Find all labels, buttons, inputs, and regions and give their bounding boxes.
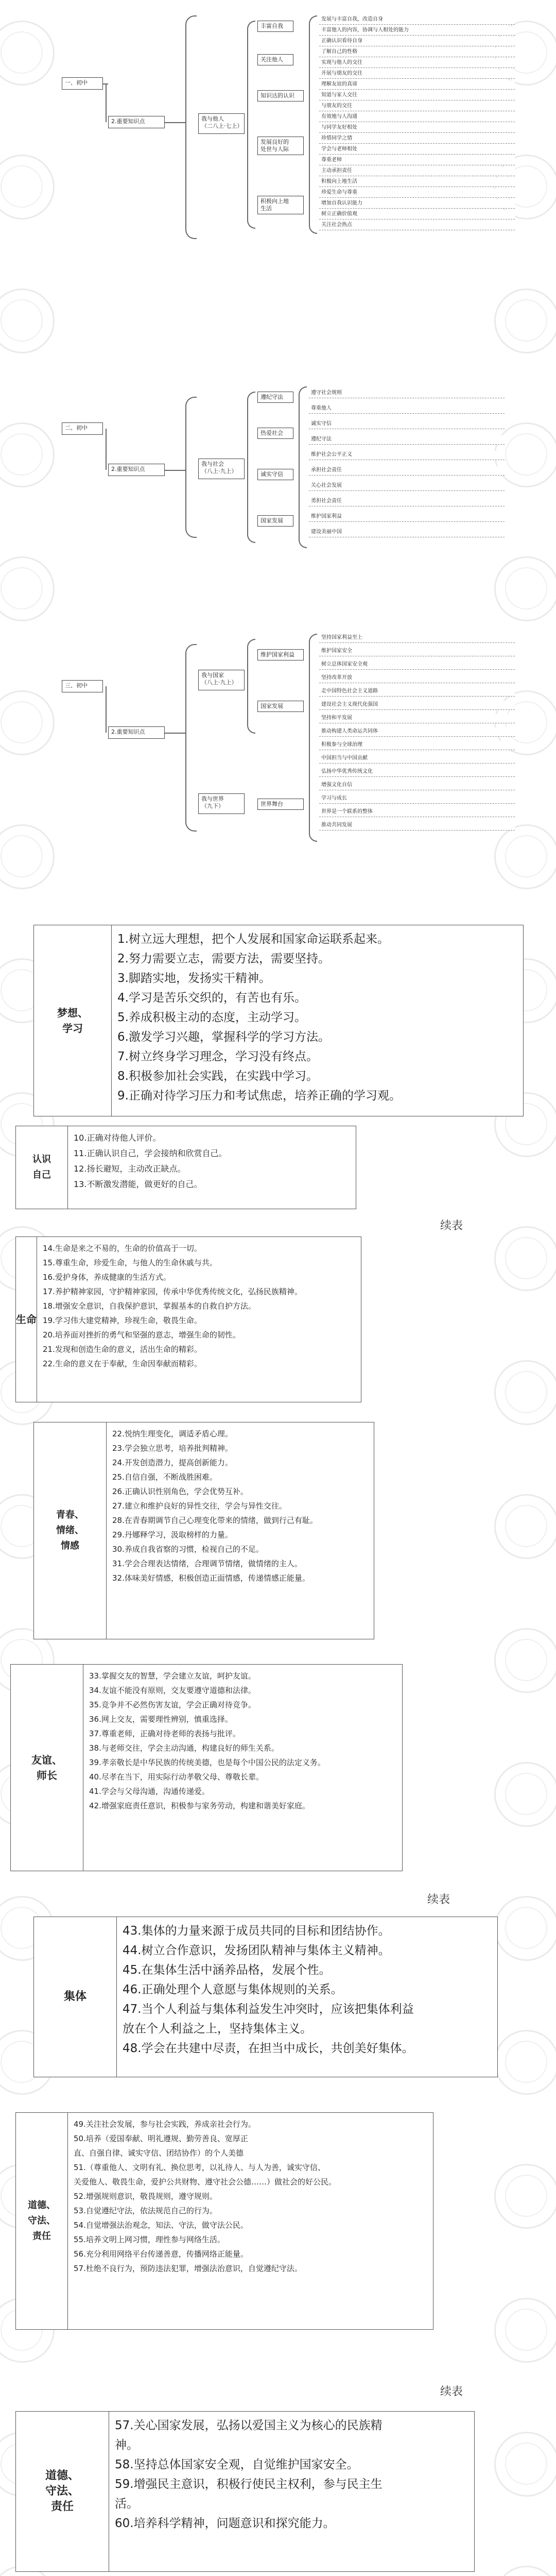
mindmap-3-node-3: 我与世界 （九下） (198, 793, 245, 814)
table-know-self (15, 1126, 356, 1209)
mindmap-1-node-4: 发展良好的 处世与人际 (257, 137, 304, 155)
mindmap-leaf: 遵纪守法 (309, 435, 505, 445)
table-row: 13.不断激发潜能，做更好的自己。 (74, 1179, 202, 1189)
table-row: 43.集体的力量来源于成员共同的目标和团结协作。 (123, 1924, 390, 1938)
watermark-icon (494, 2030, 556, 2095)
table-row: 5.养成积极主动的态度，主动学习。 (117, 1011, 306, 1024)
table-row: 14.生命是来之不易的，生命的价值高于一切。 (43, 1244, 202, 1253)
mindmap-1-node-0: 我与他人 （二八上·七上） (198, 113, 245, 134)
mindmap-leaf: 走中国特色社会主义道路 (319, 687, 515, 697)
mindmap-1-node-2: 关注他人 (257, 54, 293, 65)
mindmap-leaf: 维护国家安全 (319, 647, 515, 656)
table-row: 38.与老师交往，学会主动沟通，构建良好的师生关系。 (89, 1743, 279, 1753)
table-row: 59.增强民主意识，积极行使民主权利，参与民主生 (115, 2478, 383, 2491)
mindmap-leaf: 理解友谊的真谛 (319, 80, 515, 90)
table-row: 56.充分利用网络平台传递善意，传播网络正能量。 (74, 2249, 248, 2259)
table-row: 放在个人利益之上，坚持集体主义。 (123, 2022, 312, 2036)
table-row: 4.学习是苦乐交织的，有苦也有乐。 (117, 991, 306, 1005)
mindmap-leaf: 维护国家利益 (309, 513, 505, 522)
continued-label: 续表 (440, 2385, 463, 2398)
watermark-icon (494, 2566, 556, 2576)
mindmap-leaf: 珍爱生命与尊重 (319, 189, 515, 198)
mindmap-1-hub: 2.重要知识点 (108, 116, 165, 128)
table-row: 27.建立和维护良好的异性交往，学会与异性交往。 (112, 1501, 287, 1511)
table-row: 28.在青春期调节自己心理变化带来的情绪，做到行己有耻。 (112, 1516, 318, 1525)
mindmap-leaf: 学会与老师相处 (319, 145, 515, 155)
table-friendship-teachers (10, 1664, 403, 1871)
table-row: 57.杜绝不良行为，预防违法犯罪，增强法治意识，自觉遵纪守法。 (74, 2264, 302, 2273)
table-row: 37.尊重老师，正确对待老师的表扬与批评。 (89, 1729, 240, 1738)
mindmap-leaf: 关心社会发展 (309, 482, 505, 491)
table-row: 41.学会与父母沟通，沟通传递爱。 (89, 1787, 210, 1796)
table-row: 50.培养（爱国奉献、明礼遵规、勤劳善良、宽厚正 (74, 2134, 248, 2143)
mindmap-leaf: 承担社会责任 (309, 466, 505, 476)
mindmap-leaf: 尊重他人 (309, 404, 505, 414)
table-row: 11.正确认识自己，学会接纳和欣赏自己。 (74, 1148, 227, 1158)
mindmap-leaf: 勇担社会责任 (309, 497, 505, 506)
watermark-icon (494, 1226, 556, 1291)
table-row: 51.（尊重他人、文明有礼、换位思考，以礼待人、与人为善，诚实守信、 (74, 2163, 325, 2172)
table-row: 17.养护精神家园，守护精神家园，传承中华优秀传统文化，弘扬民族精神。 (43, 1287, 302, 1296)
mindmap-leaf: 关注社会热点 (319, 221, 515, 230)
mindmap-1-root: 一、初中 (62, 77, 103, 90)
table-row: 22.悦纳生理变化，调适矛盾心理。 (112, 1429, 233, 1438)
table-row: 39.孝亲敬长是中华民族的传统美德，也是每个中国公民的法定义务。 (89, 1758, 325, 1767)
mindmap-leaf: 知道与家人交往 (319, 91, 515, 100)
mindmap-leaf: 弘扬中华优秀传统文化 (319, 768, 515, 777)
watermark-icon (494, 1896, 556, 1961)
table-row: 8.积极参加社会实践，在实践中学习。 (117, 1070, 318, 1083)
mindmap-leaf: 实现与他人的交往 (319, 59, 515, 68)
mindmap-leaf: 主动承担责任 (319, 167, 515, 176)
mindmap-leaf: 与同学友好相处 (319, 124, 515, 133)
mindmap-leaf: 建设社会主义现代化强国 (319, 701, 515, 710)
table-row: 18.增强安全意识，自我保护意识，掌握基本的自救自护方法。 (43, 1301, 256, 1311)
mindmap-2-node-4: 国家发展 (257, 515, 293, 527)
table-row: 直、自强自律、诚实守信、团结协作）的个人美德 (74, 2148, 244, 2158)
mindmap-leaf: 有效地与人沟通 (319, 113, 515, 122)
table-row: 7.树立终身学习理念，学习没有终点。 (117, 1050, 318, 1063)
mindmap-leaf: 发展与丰富自我，改造自身 (319, 15, 515, 25)
table-row: 2.努力需要立志，需要方法，需要坚持。 (117, 952, 330, 965)
table-row: 神。 (115, 2438, 138, 2452)
mindmap-2-root: 二、初中 (62, 422, 103, 435)
mindmap-leaf: 增加自我认识能力 (319, 199, 515, 209)
table-morality-law-1 (15, 2112, 433, 2330)
mindmap-leaf: 丰富他人的内容，协调与人相处的能力 (319, 26, 515, 36)
mindmap-leaf: 推动共同发展 (319, 821, 515, 831)
table-row: 49.关注社会发展，参与社会实践，养成亲社会行为。 (74, 2120, 256, 2129)
table-row: 19.学习伟大建党精神，珍视生命，敬畏生命。 (43, 1316, 202, 1325)
table-row: 44.树立合作意识，发扬团队精神与集体主义精神。 (123, 1944, 390, 1957)
mindmap-leaf: 坚持和平发展 (319, 714, 515, 723)
table-row: 30.养成自我省察的习惯，检视自己的不足。 (112, 1545, 264, 1554)
category-cell: 生命 (16, 1237, 37, 1402)
continued-label: 续表 (427, 1893, 450, 1906)
mindmap-leaf: 世界是一个联系的整体 (319, 808, 515, 817)
mindmap-leaf: 坚持改革开放 (319, 674, 515, 683)
table-row: 26.正确认识性别角色，学会优势互补。 (112, 1487, 248, 1496)
mindmap-leaf: 积极参与全球治理 (319, 741, 515, 750)
mindmap-2-node-2: 热爱社会 (257, 428, 293, 439)
mindmap-2 (0, 361, 556, 587)
table-row: 3.脚踏实地，发扬实干精神。 (117, 972, 271, 985)
table-collective (33, 1917, 498, 2077)
table-row: 35.竞争并不必然伤害友谊，学会正确对待竞争。 (89, 1700, 256, 1709)
table-row: 46.正确处理个人意愿与集体规则的关系。 (123, 1983, 343, 1996)
mindmap-1-node-5: 积极向上地 生活 (257, 196, 304, 214)
table-row: 9.正确对待学习压力和考试焦虑，培养正确的学习观。 (117, 1089, 401, 1103)
table-row: 47.当个人利益与集体利益发生冲突时，应该把集体利益 (123, 2003, 414, 2016)
table-row: 25.自信自强，不断战胜困难。 (112, 1472, 217, 1482)
mindmap-leaf: 树立正确价值观 (319, 210, 515, 219)
table-morality-law-2 (15, 2411, 475, 2572)
category-cell: 道德、 守法、 责任 (16, 2412, 109, 2571)
category-cell: 友谊、 师长 (11, 1665, 83, 1871)
table-row: 33.掌握交友的智慧，学会建立友谊，呵护友谊。 (89, 1671, 256, 1681)
mindmap-leaf: 珍惜同学之情 (319, 134, 515, 144)
continued-label: 续表 (440, 1219, 463, 1232)
mindmap-leaf: 积极向上地生活 (319, 178, 515, 187)
table-youth-emotion (33, 1422, 374, 1639)
mindmap-leaf: 诚实守信 (309, 420, 505, 429)
watermark-icon (494, 2164, 556, 2229)
table-row: 48.学会在共建中尽责，在担当中成长，共创美好集体。 (123, 2042, 414, 2055)
table-row: 关爱他人、敬畏生命，爱护公共财物、遵守社会公德……）做社会的好公民。 (74, 2177, 337, 2187)
table-row: 31.学会合理表达情绪，合理调节情绪，做情绪的主人。 (112, 1559, 302, 1568)
table-row: 15.尊重生命，珍爱生命，与他人的生命休戚与共。 (43, 1258, 217, 1267)
table-row: 6.激发学习兴趣，掌握科学的学习方法。 (117, 1030, 330, 1044)
table-row: 45.在集体生活中涵养品格，发展个性。 (123, 1963, 331, 1977)
mindmap-3-node-1: 维护国家利益 (257, 649, 304, 660)
table-row: 52.增强规则意识，敬畏规则，遵守规则。 (74, 2192, 217, 2201)
table-row: 40.尽孝在当下，用实际行动孝敬父母、尊敬长辈。 (89, 1772, 264, 1782)
table-row: 42.增强家庭责任意识，积极参与家务劳动，构建和谐美好家庭。 (89, 1801, 310, 1810)
table-row: 54.自觉增强法治观念，知法、守法，做守法公民。 (74, 2221, 248, 2230)
mindmap-leaf: 遵守社会规则 (309, 389, 505, 398)
mindmap-leaf: 维护社会公平正义 (309, 451, 505, 460)
mindmap-leaf: 中国担当与中国贡献 (319, 754, 515, 764)
table-row: 1.树立远大理想，把个人发展和国家命运联系起来。 (117, 933, 389, 946)
mindmap-2-node-1: 遵纪守法 (257, 392, 293, 403)
mindmap-1-node-3: 知识达的认识 (257, 90, 304, 101)
mindmap-leaf: 尊重老师 (319, 156, 515, 165)
mindmap-leaf: 建设美丽中国 (309, 528, 505, 537)
watermark-icon (494, 2432, 556, 2497)
watermark-icon (494, 2298, 556, 2363)
table-row: 21.发现和创造生命的意义，活出生命的精彩。 (43, 1345, 202, 1354)
table-row: 29.丹娜释学习，汲取榜样的力量。 (112, 1530, 233, 1539)
mindmap-2-node-3: 诚实守信 (257, 469, 293, 480)
table-row: 34.友谊不能没有原则，交友要遵守道德和法律。 (89, 1686, 256, 1695)
mindmap-leaf: 坚持国家利益至上 (319, 634, 515, 643)
table-row: 24.开发创造潜力，提高创新能力。 (112, 1458, 233, 1467)
table-row: 57.关心国家发展，弘扬以爱国主义为核心的民族精 (115, 2419, 383, 2432)
category-cell: 梦想、 学习 (34, 925, 112, 1116)
table-row: 活。 (115, 2497, 138, 2511)
watermark-icon (494, 1494, 556, 1559)
table-row: 22.生命的意义在于奉献，生命因奉献而精彩。 (43, 1359, 202, 1368)
mindmap-3-root: 三、初中 (62, 680, 103, 692)
category-cell: 道德、 守法、 责任 (16, 2113, 68, 2329)
table-row: 32.体味美好情感，积极创造正面情感，传递情感正能量。 (112, 1573, 310, 1583)
table-row: 12.扬长避短，主动改正缺点。 (74, 1164, 186, 1174)
table-row: 20.培养面对挫折的勇气和坚强的意志，增强生命的韧性。 (43, 1330, 240, 1340)
mindmap-2-node-0: 我与社会 （八上·九上） (198, 459, 245, 479)
mindmap-leaf: 树立总体国家安全观 (319, 660, 515, 670)
table-row: 10.正确对待他人评价。 (74, 1133, 161, 1143)
table-dream-study (33, 925, 524, 1116)
category-cell: 集体 (34, 1917, 117, 2077)
table-row: 53.自觉遵纪守法，依法规范自己的行为。 (74, 2206, 217, 2215)
table-row: 16.爱护身体，养成健康的生活方式。 (43, 1273, 171, 1282)
category-cell: 青春、 情绪、 情感 (34, 1422, 107, 1639)
mindmap-3-node-4: 世界舞台 (257, 799, 304, 810)
table-row: 55.培养文明上网习惯，理性参与网络生活。 (74, 2235, 225, 2244)
table-row: 58.坚持总体国家安全观，自觉维护国家安全。 (115, 2458, 359, 2471)
table-row: 23.学会独立思考，培养批判精神。 (112, 1444, 233, 1453)
table-row: 60.培养科学精神，问题意识和探究能力。 (115, 2517, 335, 2530)
table-life (15, 1236, 361, 1402)
mindmap-leaf: 与朋友的交往 (319, 102, 515, 111)
mindmap-leaf: 正确认识看待自身 (319, 37, 515, 46)
mindmap-3-node-2: 国家发展 (257, 701, 304, 712)
mindmap-1 (0, 0, 556, 381)
mindmap-2-hub: 2.重要知识点 (108, 464, 165, 476)
table-row: 36.网上交友，需要理性辨别，慎重选择。 (89, 1715, 233, 1724)
mindmap-leaf: 增强文化自信 (319, 781, 515, 790)
mindmap-3-node-0: 我与国家 （八上·九上） (198, 670, 245, 690)
mindmap-leaf: 了解自己的性格 (319, 48, 515, 57)
mindmap-1-node-1: 丰富自我 (257, 21, 293, 32)
mindmap-leaf: 推动构建人类命运共同体 (319, 727, 515, 737)
category-cell: 认识 自己 (16, 1126, 68, 1209)
watermark-icon (494, 1628, 556, 1693)
watermark-icon (494, 1360, 556, 1425)
mindmap-3-hub: 2.重要知识点 (108, 726, 165, 739)
watermark-icon (494, 1762, 556, 1827)
mindmap-leaf: 开展与朋友的交往 (319, 70, 515, 79)
mindmap-3 (0, 608, 556, 876)
mindmap-leaf: 学习与成长 (319, 794, 515, 804)
